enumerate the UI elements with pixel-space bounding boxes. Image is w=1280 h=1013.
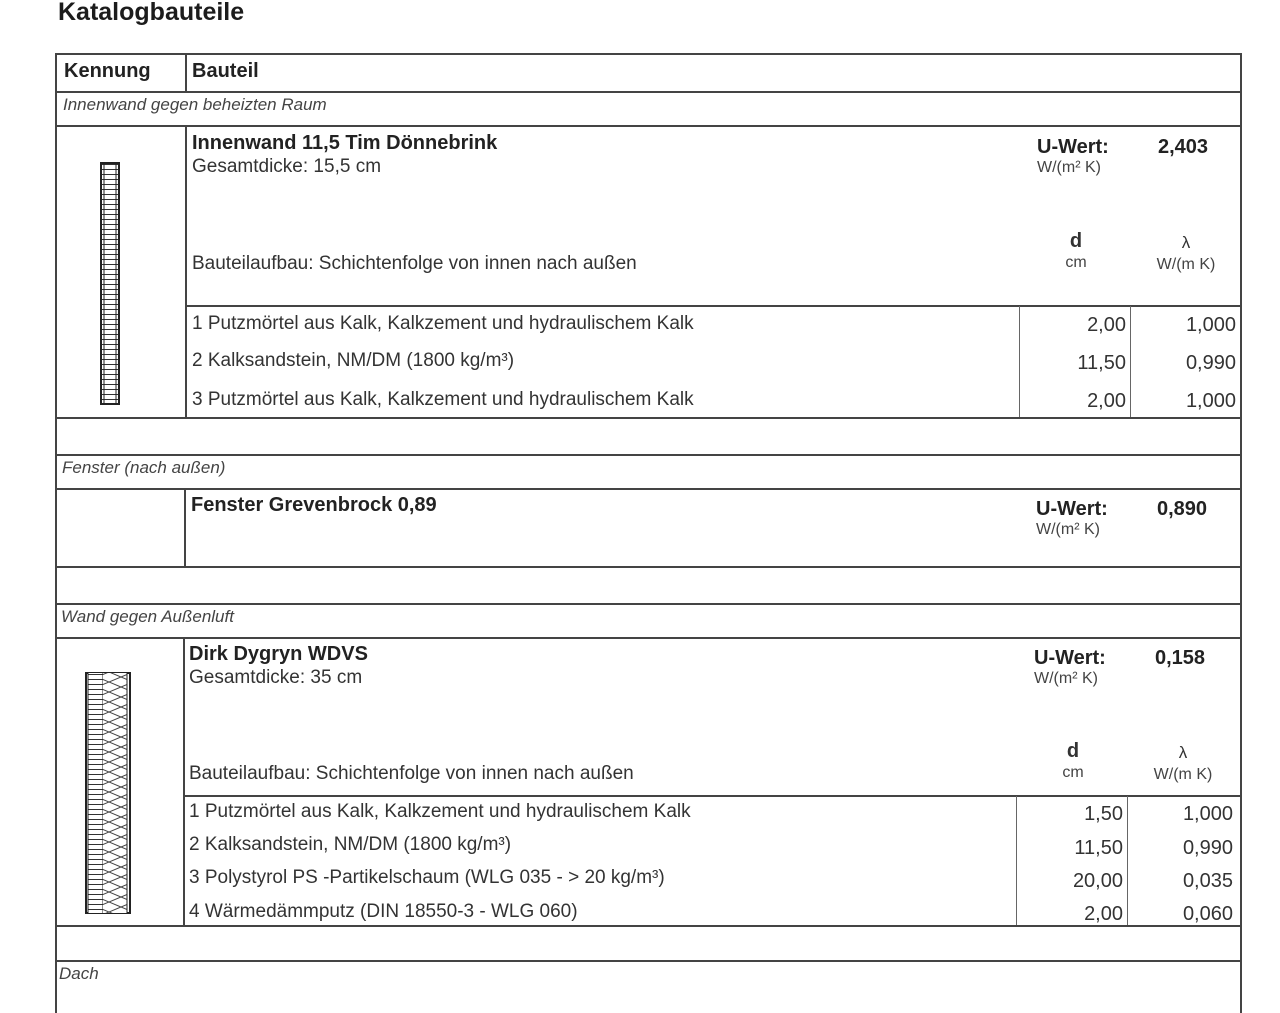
section-label-aussenwand: Wand gegen Außenluft xyxy=(61,607,234,626)
layer-d: 11,50 xyxy=(1074,837,1123,859)
layer-desc: 2 Kalksandstein, NM/DM (1800 kg/m³) xyxy=(189,834,512,855)
total-thickness: Gesamtdicke: 35 cm xyxy=(189,667,363,688)
row-divider xyxy=(55,125,1242,127)
row-divider xyxy=(55,488,1242,490)
col-d-header: d xyxy=(1066,740,1080,762)
layer-lambda: 0,035 xyxy=(1182,870,1233,892)
col-lambda-header: λ xyxy=(1181,233,1191,252)
lambda-column-divider xyxy=(1127,796,1128,925)
row-divider xyxy=(55,925,1242,927)
layer-lambda: 1,000 xyxy=(1182,803,1233,825)
u-value-unit: W/(m² K) xyxy=(1034,670,1098,687)
lambda-column-divider xyxy=(1130,306,1131,417)
total-thickness: Gesamtdicke: 15,5 cm xyxy=(192,156,382,177)
layer-desc: 2 Kalksandstein, NM/DM (1800 kg/m³) xyxy=(192,350,515,371)
layer-d: 2,00 xyxy=(1084,903,1123,925)
layer-lambda: 1,000 xyxy=(1185,390,1236,412)
kennung-divider xyxy=(183,637,185,925)
col-lambda-unit: W/(m K) xyxy=(1153,766,1213,783)
kennung-divider xyxy=(185,125,187,417)
header-divider xyxy=(185,54,187,91)
col-lambda-header: λ xyxy=(1178,743,1188,762)
innenwand-layer-diagram xyxy=(100,162,120,405)
component-name: Fenster Grevenbrock 0,89 xyxy=(191,494,437,516)
u-value-unit: W/(m² K) xyxy=(1037,159,1101,176)
layer-d: 2,00 xyxy=(1087,314,1126,336)
component-name: Innenwand 11,5 Tim Dönnebrink xyxy=(192,132,498,154)
u-value: 0,890 xyxy=(1157,498,1208,520)
u-value: 2,403 xyxy=(1158,136,1209,158)
layer-lambda: 1,000 xyxy=(1185,314,1236,336)
layers-divider xyxy=(185,305,1242,307)
layers-divider xyxy=(183,795,1242,797)
d-column-divider xyxy=(1016,796,1017,925)
header-kennung: Kennung xyxy=(64,60,151,82)
col-lambda-unit: W/(m K) xyxy=(1156,256,1216,273)
u-value-unit: W/(m² K) xyxy=(1036,521,1100,538)
layer-lambda: 0,990 xyxy=(1185,352,1236,374)
section-label-fenster: Fenster (nach außen) xyxy=(62,458,226,477)
section-label-innenwand: Innenwand gegen beheizten Raum xyxy=(63,95,327,114)
layer-d: 1,50 xyxy=(1084,803,1123,825)
layer-desc: 1 Putzmörtel aus Kalk, Kalkzement und hydraulischem Kalk xyxy=(189,801,691,822)
header-bauteil: Bauteil xyxy=(192,60,259,82)
component-name: Dirk Dygryn WDVS xyxy=(189,643,368,665)
col-d-header: d xyxy=(1069,230,1083,252)
page-title: Katalogbauteile xyxy=(58,0,245,26)
layer-desc: 1 Putzmörtel aus Kalk, Kalkzement und hydraulischem Kalk xyxy=(192,313,694,334)
row-divider xyxy=(55,960,1242,962)
u-value-label: U-Wert: xyxy=(1034,647,1106,669)
d-column-divider xyxy=(1019,306,1020,417)
section-label-dach: Dach xyxy=(59,964,99,983)
kennung-divider xyxy=(184,488,186,566)
col-d-unit: cm xyxy=(1062,764,1084,781)
row-divider xyxy=(55,91,1242,93)
row-divider xyxy=(55,566,1242,568)
layer-desc: 3 Polystyrol PS -Partikelschaum (WLG 035 - > 20 kg/m³) xyxy=(189,867,665,888)
layer-structure-caption: Bauteilaufbau: Schichtenfolge von innen nach außen xyxy=(189,763,634,784)
u-value-label: U-Wert: xyxy=(1036,498,1108,520)
layer-d: 11,50 xyxy=(1077,352,1126,374)
col-d-unit: cm xyxy=(1065,254,1087,271)
layer-desc: 3 Putzmörtel aus Kalk, Kalkzement und hydraulischem Kalk xyxy=(192,389,694,410)
u-value: 0,158 xyxy=(1155,647,1206,669)
row-divider xyxy=(55,637,1242,639)
u-value-label: U-Wert: xyxy=(1037,136,1109,158)
wdvs-layer-diagram xyxy=(85,672,131,914)
layer-structure-caption: Bauteilaufbau: Schichtenfolge von innen nach außen xyxy=(192,253,637,274)
layer-d: 2,00 xyxy=(1087,390,1126,412)
layer-desc: 4 Wärmedämmputz (DIN 18550-3 - WLG 060) xyxy=(189,901,578,922)
layer-lambda: 0,990 xyxy=(1182,837,1233,859)
layer-lambda: 0,060 xyxy=(1182,903,1233,925)
row-divider xyxy=(55,603,1242,605)
row-divider xyxy=(55,454,1242,456)
row-divider xyxy=(55,417,1242,419)
layer-d: 20,00 xyxy=(1072,870,1123,892)
